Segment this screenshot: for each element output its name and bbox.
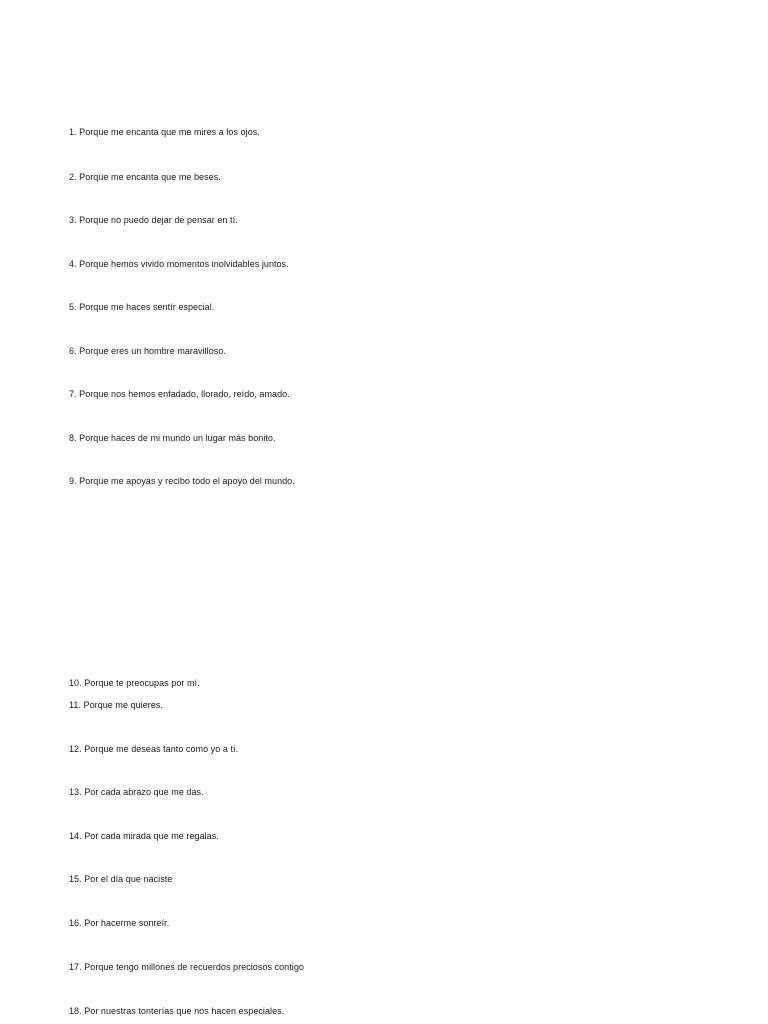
list-item: 5. Porque me haces sentír especial. <box>69 302 215 312</box>
list-item: 11. Porque me quieres. <box>69 700 163 710</box>
list-item: 6. Porque eres un hombre maravilloso. <box>69 346 226 356</box>
list-item: 18. Por nuestras tonterías que nos hacen especiales. <box>69 1006 285 1016</box>
list-item: 12. Porque me deseas tanto como yo a tí. <box>69 744 239 754</box>
list-item: 2. Porque me encanta que me beses. <box>69 172 221 182</box>
list-item: 9. Porque me apoyas y recibo todo el apoyo del mundo. <box>69 476 295 486</box>
list-item: 8. Porque haces de mi mundo un lugar más bonito. <box>69 433 276 443</box>
list-item: 14. Por cada mirada que me regalas. <box>69 831 219 841</box>
list-item: 17. Porque tengo millones de recuerdos preciosos contigo <box>69 962 304 972</box>
list-item: 15. Por el día que naciste <box>69 874 173 884</box>
list-item: 7. Porque nos hemos enfadado, llorado, reído, amado. <box>69 389 290 399</box>
list-item: 13. Por cada abrazo que me das. <box>69 787 204 797</box>
list-item: 1. Porque me encanta que me mires a los ojos. <box>69 127 260 137</box>
list-item: 4. Porque hemos vivido momentos inolvidables juntos. <box>69 259 289 269</box>
list-item: 16. Por hacerme sonreír. <box>69 918 170 928</box>
list-item: 3. Porque no puedo dejar de pensar en tí. <box>69 215 238 225</box>
list-item: 10. Porque te preocupas por mí. <box>69 678 200 688</box>
